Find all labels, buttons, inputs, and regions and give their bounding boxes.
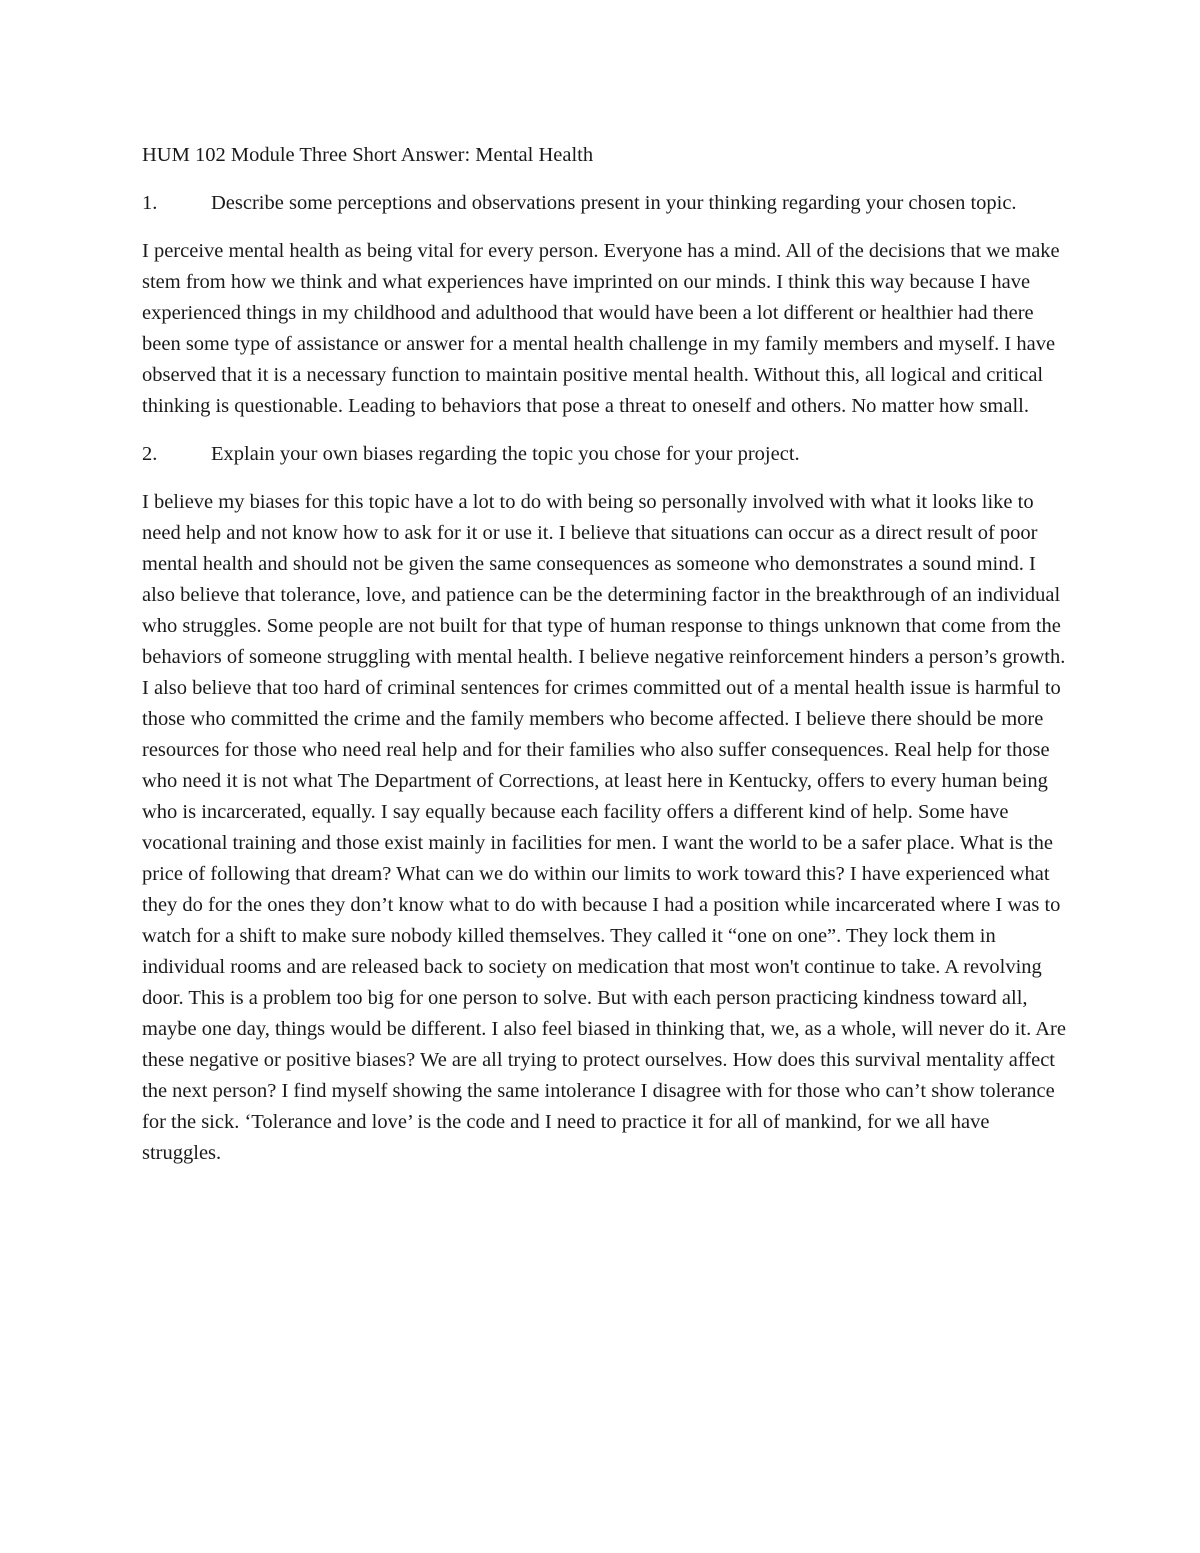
answer-2: I believe my biases for this topic have a lot to do with being so personally involved with what it looks like to need help and not know how to ask for it or use it. I believe that situations can occur as a direct result of poor mental health and should not be given the same consequences as someone who demonstrates a sound mind. I also believe that tolerance, love, and patience can be the determining factor in the breakthrough of an individual who struggles. Some people are not built for that type of human response to things unknown that come from the behaviors of someone struggling with mental health. I believe negative reinforcement hinders a person’s growth. I also believe that too hard of criminal sentences for crimes committed out of a mental health issue is harmful to those who committed the crime and the family members who become affected. I believe there should be more resources for those who need real help and for their families who also suffer consequences. Real help for those who need it is not what The Department of Corrections, at least here in Kentucky, offers to every human being who is incarcerated, equally. I say equally because each facility offers a different kind of help. Some have vocational training and those exist mainly in facilities for men. I want the world to be a safer place. What is the price of following that dream? What can we do within our limits to work toward this? I have experienced what they do for the ones they don’t know what to do with because I had a position while incarcerated where I was to watch for a shift to make sure nobody killed themselves. They called it “one on one”. They lock them in individual rooms and are released back to society on medication that most won't continue to take. A revolving door. This is a problem too big for one person to solve. But with each person practicing kindness toward all, maybe one day, things would be different. I also feel biased in thinking that, we, as a whole, will never do it. Are these negative or positive biases? We are all trying to protect ourselves. How does this survival mentality affect the next person? I find myself showing the same intolerance I disagree with for those who can’t show tolerance for the sick. ‘Tolerance and love’ is the code and I need to practice it for all of mankind, for we all have struggles. <box>142 491 1066 1164</box>
document-page <box>142 140 1067 1186</box>
answer-1: I perceive mental health as being vital for every person. Everyone has a mind. All of the decisions that we make stem from how we think and what experiences have imprinted on our minds. I think this way because I have experienced things in my childhood and adulthood that would have been a lot different or healthier had there been some type of assistance or answer for a mental health challenge in my family members and myself. I have observed that it is a necessary function to maintain positive mental health. Without this, all logical and critical thinking is questionable. Leading to behaviors that pose a threat to oneself and others. No matter how small. <box>142 240 1060 417</box>
question-2-prompt: Explain your own biases regarding the topic you chose for your project. <box>211 443 800 465</box>
question-1-prompt: Describe some perceptions and observations present in your thinking regarding your chosen topic. <box>211 192 1017 214</box>
question-2-number: 2. <box>142 443 158 465</box>
question-1-number: 1. <box>142 192 158 214</box>
question-1 <box>142 188 1067 219</box>
question-2 <box>142 439 1067 470</box>
document-title: HUM 102 Module Three Short Answer: Mental Health <box>142 144 594 166</box>
